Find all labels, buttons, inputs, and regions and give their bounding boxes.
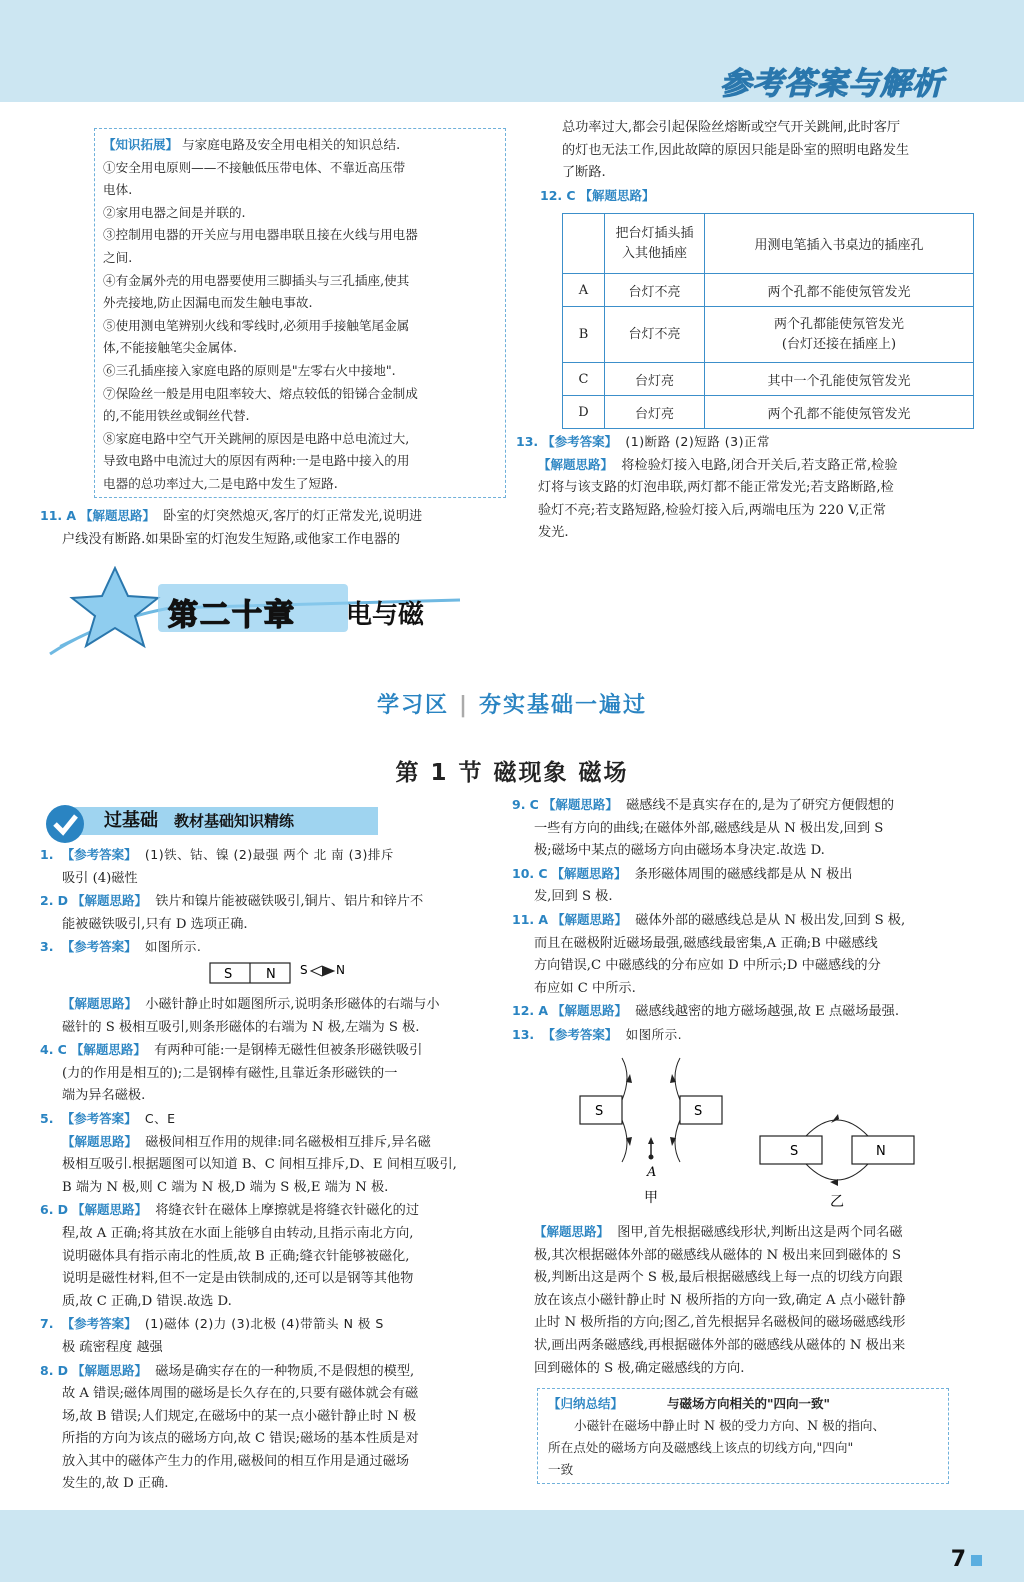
box-line: ⑧家庭电路中空气开关跳闸的原因是电路中总电流过大,: [103, 430, 410, 446]
item-tag: 【解题思路】: [70, 1042, 146, 1058]
item-first-line: [512, 863, 982, 887]
solution-tag: 【解题思路】: [80, 508, 156, 523]
item-first-line: [40, 1039, 508, 1063]
item-text: (1)铁、钴、镍 (2)最强 两个 北 南 (3)排斥: [144, 847, 394, 862]
box-line: ④有金属外壳的用电器要使用三脚插头与三孔插座,使其: [103, 272, 410, 288]
answer-table: [562, 213, 974, 429]
text-line: 故 A 错误;磁体周围的磁场是长久存在的,只要有磁体就会有磁: [62, 1386, 419, 1402]
question-number: 13.: [512, 1026, 535, 1042]
text-line: 将检验灯接入电路,闭合开关后,若支路正常,检验: [621, 457, 898, 473]
table-cell: 台灯不亮: [605, 307, 705, 363]
box-line: 电器的总功率过大,二是电路中发生了短路.: [103, 475, 338, 491]
text-line: 布应如 C 中所示.: [534, 980, 636, 996]
box-lines: [103, 157, 497, 496]
question-number: 9.: [512, 797, 526, 812]
q11-block: [40, 505, 506, 551]
text-line: 放在该点小磁针静止时 N 极所指的方向一致,确定 A 点小磁针静: [534, 1292, 906, 1308]
box-line: ⑥三孔插座接入家庭电路的原则是"左零右火中接地".: [103, 362, 396, 378]
question-option: C: [566, 187, 576, 203]
item-tag: 【参考答案】: [61, 1316, 137, 1332]
table-cell: 两个孔都不能使氖管发光: [705, 396, 974, 429]
item-text: 将缝衣针在磁体上摩擦就是将缝衣针磁化的过: [155, 1203, 420, 1219]
summary-box: [537, 1388, 949, 1484]
box-line: 电体.: [103, 182, 133, 198]
page-number: 7: [950, 1547, 966, 1572]
table-cell: A: [563, 274, 605, 307]
text-line: 吸引 (4)磁性: [62, 870, 138, 886]
item-text: 小磁针静止时如题图所示,说明条形磁体的右端与小: [145, 997, 440, 1012]
answer-tag: 【参考答案】: [542, 434, 618, 449]
basic-badge: [44, 803, 344, 845]
question-option: A: [538, 911, 549, 927]
text-line: 验灯不亮;若支路短路,检验灯接入后,两端电压为 220 V,正常: [538, 502, 886, 518]
item-first-line: [40, 1360, 508, 1384]
item-tag: 【解题思路】: [551, 865, 627, 881]
text-line: 的灯也无法工作,因此故障的原因只能是卧室的照明电路发生: [562, 142, 910, 158]
item-first-line: [40, 1132, 508, 1155]
table-cell: D: [563, 396, 605, 429]
box-line: ③控制用电器的开关应与用电器串联且接在火线与用电器: [103, 227, 418, 243]
item-tag: 【解题思路】: [72, 893, 148, 909]
chapter-title: 第二十章: [168, 598, 296, 633]
item-text: 磁感线越密的地方磁场越强,故 E 点磁场最强.: [635, 1004, 900, 1020]
item-tag: 【参考答案】: [61, 939, 137, 955]
table-cell: 两个孔都不能使氖管发光: [705, 274, 974, 307]
table-row: [563, 274, 974, 307]
fig13-s1: S: [595, 1104, 604, 1119]
question-option: D: [57, 893, 69, 909]
box-line: ①安全用电原则——不接触低压带电体、不靠近高压带: [103, 159, 406, 175]
question-number: 11.: [40, 508, 63, 523]
text-line: 极;磁场中某点的磁场方向由磁场本身决定.故选 D.: [534, 843, 825, 859]
text-line: 极,判断出这是两个 S 极,最后根据磁感线上每一点的切线方向跟: [534, 1270, 903, 1286]
fig13-s3: S: [790, 1144, 799, 1159]
item-first-line: [40, 1313, 508, 1337]
box-line: ②家用电器之间是并联的.: [103, 204, 246, 220]
fig13-caption-1: 甲: [644, 1190, 658, 1206]
solution-tag: 【解题思路】: [538, 456, 614, 472]
page-marker: [971, 1555, 982, 1566]
text-line: (力的作用是相互的);二是钢棒有磁性,且靠近条形磁铁的一: [62, 1065, 398, 1081]
question-number: 11.: [512, 911, 535, 927]
text-line: 极 疏密程度 越强: [62, 1339, 163, 1355]
question-option: C: [538, 865, 548, 881]
summary-title: 与磁场方向相关的"四向一致": [667, 1396, 831, 1411]
table-cell: 台灯亮: [605, 396, 705, 429]
text-line: 极,其次根据磁体外部的磁感线从磁体的 N 极出来回到磁体的 S: [534, 1247, 902, 1263]
question-number: 13.: [516, 434, 539, 449]
item-text: 图甲,首先根据磁感线形状,判断出这是两个同名磁: [617, 1225, 903, 1240]
question-number: 6.: [40, 1202, 54, 1218]
question-option: D: [57, 1202, 69, 1218]
check-icon: [44, 803, 86, 845]
zone-title: [0, 688, 1024, 719]
item-first-line: [512, 794, 982, 818]
table-cell: 台灯亮: [605, 363, 705, 396]
table-header: 用测电笔插入书桌边的插座孔: [705, 214, 974, 274]
fig13-point-a: A: [647, 1165, 657, 1180]
text-line: 而且在磁极附近磁场最强,磁感线最密集,A 正确;B 中磁感线: [534, 935, 878, 951]
text-line: 极相互吸引.根据题图可以知道 B、C 间相互排斥,D、E 间相互吸引,: [62, 1157, 457, 1173]
box-line: 体,不能接触笔尖金属体.: [103, 340, 237, 356]
item-first-line: [40, 994, 508, 1017]
fig3-needle-n: N: [336, 963, 345, 977]
summary-tag: 【归纳总结】: [548, 1396, 624, 1411]
question-option: C: [529, 797, 539, 812]
right-column-a: [512, 794, 982, 1048]
table-row: [563, 307, 974, 363]
item-tag: 【参考答案】: [542, 1026, 618, 1042]
item-text: 磁感线不是真实存在的,是为了研究方便假想的: [626, 798, 895, 813]
item-text: 条形磁体周围的磁感线都是从 N 极出: [634, 866, 853, 882]
text-line: 说明是磁性材料,但不一定是由铁制成的,还可以是钢等其他物: [62, 1271, 414, 1287]
question-number: 5.: [40, 1110, 54, 1126]
table-cell: 其中一个孔能使氖管发光: [705, 363, 974, 396]
table-cell: [705, 307, 974, 363]
item-first-line: [40, 1108, 508, 1132]
text-line: 卧室的灯突然熄灭,客厅的灯正常发光,说明进: [163, 509, 423, 524]
text-line: B 端为 N 极,则 C 端为 N 极,D 端为 S 极,E 端为 N 极.: [62, 1179, 389, 1195]
question-option: D: [57, 1362, 69, 1378]
chapter-subtitle: 电与磁: [346, 600, 425, 630]
item-text: C、E: [144, 1110, 176, 1126]
text-line: 发光.: [538, 525, 569, 541]
text-line: 户线没有断路.如果卧室的灯泡发生短路,或他家工作电器的: [62, 531, 401, 547]
table-cell: C: [563, 363, 605, 396]
box-line: 与家庭电路及安全用电相关的知识总结.: [182, 137, 401, 152]
item-first-line: [40, 890, 508, 914]
question-option: A: [66, 508, 77, 523]
item-tag: 【解题思路】: [542, 797, 618, 812]
question-option: A: [538, 1003, 549, 1019]
box-line: 导致电路中电流过大的原因有两种:一是电路中接入的用: [103, 453, 410, 469]
zone-sep: |: [458, 693, 470, 718]
left-column-a: [40, 844, 508, 960]
text-line: 总功率过大,都会引起保险丝熔断或空气开关跳闸,此时客厅: [562, 120, 901, 135]
solution-tag: 【解题思路】: [579, 187, 655, 203]
text-line: 灯将与该支路的灯泡串联,两灯都不能正常发光;若支路断路,检: [538, 480, 894, 496]
header-text: 把台灯插头插: [615, 225, 694, 241]
text-line: 所指的方向为该点的磁场方向,故 C 错误;磁场的基本性质是对: [62, 1431, 419, 1447]
item-text: 磁极间相互作用的规律:同名磁极相互排斥,异名磁: [145, 1134, 431, 1150]
box-tag: 【知识拓展】: [103, 137, 179, 152]
item-text: (1)磁体 (2)力 (3)北极 (4)带箭头 N 极 S: [144, 1316, 384, 1332]
text-line: 程,故 A 正确;将其放在水面上能够自由转动,且指示南北方向,: [62, 1225, 414, 1241]
summary-line: 小磁针在磁场中静止时 N 极的受力方向、N 极的指向、: [574, 1418, 886, 1433]
q11-continued: [540, 117, 980, 208]
header-title: 参考答案与解析: [720, 66, 944, 102]
question-option: C: [57, 1042, 67, 1058]
summary-line: 一致: [548, 1462, 574, 1477]
box-line: ⑦保险丝一般是用电阻率较大、熔点较低的铅锑合金制成: [103, 385, 418, 401]
text-line: 回到磁体的 S 极,确定磁感线的方向.: [534, 1360, 745, 1376]
question-number: 1.: [40, 847, 54, 862]
cell-text: (台灯还接在插座上): [781, 336, 897, 352]
item-tag: 【解题思路】: [72, 1362, 148, 1378]
text-line: 磁针的 S 极相互吸引,则条形磁体的右端为 N 极,左端为 S 极.: [62, 1019, 420, 1035]
item-text: 如图所示.: [144, 939, 202, 955]
cell-text: 两个孔都能使氖管发光: [773, 316, 904, 332]
question-number: 7.: [40, 1316, 54, 1332]
text-line: 质,故 C 正确,D 错误.故选 D.: [62, 1293, 232, 1309]
fig13-s2: S: [694, 1104, 703, 1119]
badge-subtitle: 教材基础知识精练: [174, 812, 295, 830]
fig13-n3: N: [876, 1144, 886, 1159]
item-text: 磁体外部的磁感线总是从 N 极出发,回到 S 极,: [635, 912, 906, 928]
section-title: 第 1 节 磁现象 磁场: [395, 760, 629, 786]
fig3-n: N: [266, 967, 276, 982]
table-row: [563, 363, 974, 396]
text-line: 放入其中的磁体产生力的作用,磁极间的相互作用是通过磁场: [62, 1453, 410, 1469]
item-tag: 【参考答案】: [61, 1110, 137, 1126]
item-tag: 【解题思路】: [72, 1202, 148, 1218]
table-row: [563, 396, 974, 429]
item-tag: 【解题思路】: [552, 1003, 628, 1019]
text-line: 端为异名磁极.: [62, 1088, 146, 1104]
item-first-line: [512, 1222, 982, 1245]
item-first-line: [512, 1000, 982, 1024]
text-line: 发,回到 S 极.: [534, 889, 613, 905]
item-tag: 【解题思路】: [62, 1133, 138, 1149]
fig3-s: S: [224, 967, 233, 982]
item-text: 磁场是确实存在的一种物质,不是假想的模型,: [155, 1363, 415, 1379]
table-cell: 台灯不亮: [605, 274, 705, 307]
zone-a: 学习区: [376, 693, 449, 718]
question-number: 10.: [512, 865, 535, 881]
table-cell: B: [563, 307, 605, 363]
table-header: [605, 214, 705, 274]
question-number: 3.: [40, 939, 54, 955]
item-first-line: [512, 909, 982, 933]
fig13-caption-2: 乙: [830, 1194, 844, 1210]
item-first-line: [40, 936, 508, 960]
right-column-b: [512, 1222, 982, 1380]
fig13-diagrams: [560, 1056, 930, 1216]
text-line: 一些有方向的曲线;在磁体外部,磁感线是从 N 极出发,回到 S: [534, 820, 884, 836]
fig3-needle-s: S: [300, 963, 308, 977]
question-number: 12.: [540, 187, 563, 203]
item-first-line: [40, 844, 508, 868]
fig3-magnet: [208, 960, 368, 986]
knowledge-extension-box: [94, 128, 506, 498]
text-line: 发生的,故 D 正确.: [62, 1476, 169, 1492]
solution-tag: 【解题思路】: [534, 1224, 610, 1239]
text-line: 方向错误,C 中磁感线的分布应如 D 中所示;D 中磁感线的分: [534, 958, 881, 974]
box-line: 之间.: [103, 249, 133, 265]
text-line: 能被磁铁吸引,只有 D 选项正确.: [62, 916, 248, 932]
item-first-line: [512, 1024, 982, 1048]
header-band: [0, 0, 1024, 102]
text-line: 止时 N 极所指的方向;图乙,首先根据异名磁极间的磁场磁感线形: [534, 1315, 906, 1331]
item-tag: 【解题思路】: [552, 911, 628, 927]
question-number: 2.: [40, 893, 54, 909]
text-line: 了断路.: [562, 165, 606, 181]
item-tag: 【参考答案】: [61, 847, 137, 862]
left-column-b: [40, 994, 508, 1496]
badge-title: 过基础: [104, 810, 158, 831]
text-line: 场,故 B 错误;人们规定,在磁场中的某一点小磁针静止时 N 极: [62, 1408, 417, 1424]
question-number: 8.: [40, 1362, 54, 1378]
footer-band: [0, 1510, 1024, 1582]
question-number: 12.: [512, 1003, 535, 1019]
header-text: 入其他插座: [621, 245, 687, 261]
item-text: 如图所示.: [625, 1026, 683, 1042]
box-line: 外壳接地,防止因漏电而发生触电事故.: [103, 295, 313, 311]
item-first-line: [40, 1199, 508, 1223]
text-line: 状,画出两条磁感线,再根据磁体外部的磁感线从磁体的 N 极出来: [534, 1337, 906, 1353]
item-text: 有两种可能:一是钢棒无磁性但被条形磁铁吸引: [154, 1043, 423, 1059]
zone-b: 夯实基础一遍过: [479, 693, 648, 718]
q13-top-block: [516, 431, 980, 545]
box-line: 的,不能用铁丝或铜丝代替.: [103, 408, 250, 424]
answer-text: (1)断路 (2)短路 (3)正常: [625, 434, 770, 449]
summary-line: 所在点处的磁场方向及磁感线上该点的切线方向,"四向": [548, 1440, 854, 1455]
table-corner: [563, 214, 605, 274]
question-number: 4.: [40, 1042, 54, 1058]
item-tag: 【解题思路】: [62, 996, 138, 1011]
box-line: ⑤使用测电笔辨别火线和零线时,必须用手接触笔尾金属: [103, 317, 410, 333]
needle-icon: [322, 966, 334, 976]
item-text: 铁片和镍片能被磁铁吸引,铜片、铝片和锌片不: [155, 894, 424, 910]
text-line: 说明磁体具有指示南北的性质,故 B 正确;缝衣针能够被磁化,: [62, 1248, 410, 1264]
